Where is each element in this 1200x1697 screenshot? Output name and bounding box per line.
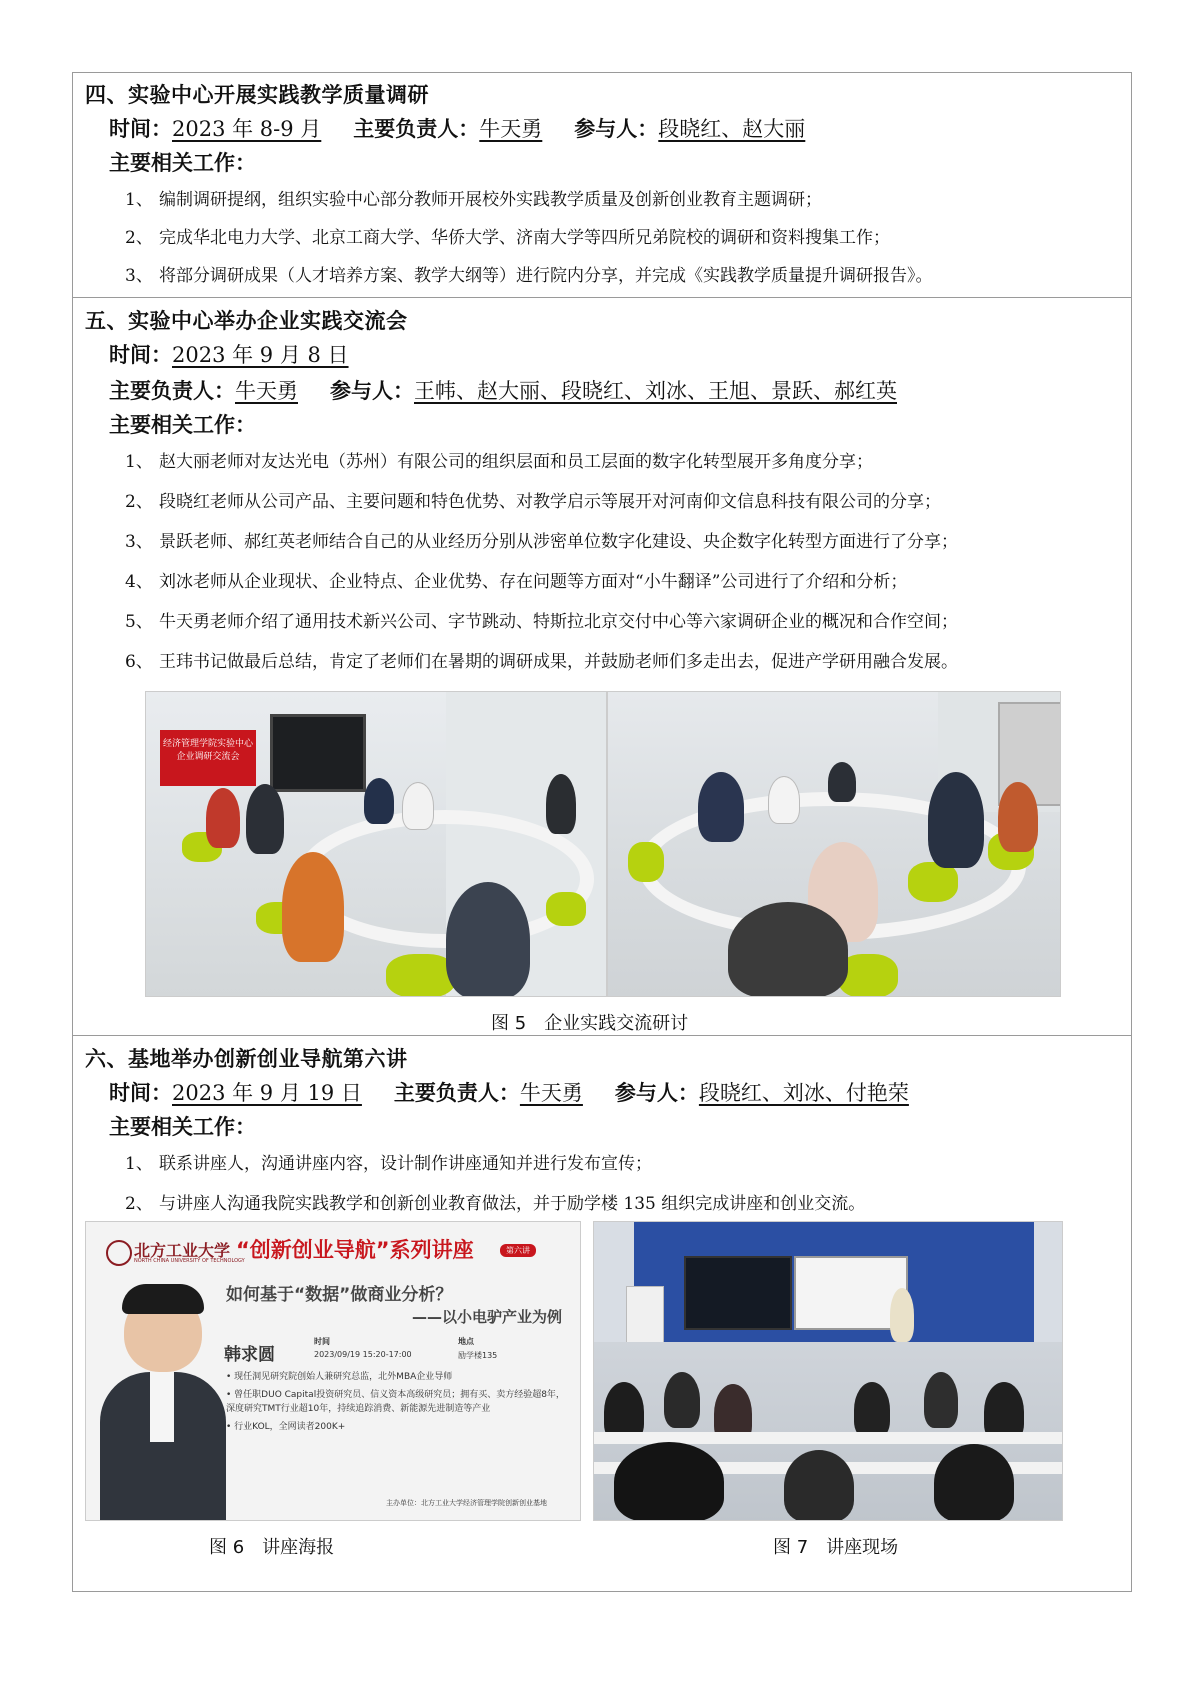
poster-place-value: 励学楼135 [458, 1351, 498, 1360]
participants-value: 段晓红、刘冰、付艳荣 [698, 1081, 909, 1105]
item-text: 赵大丽老师对友达光电（苏州）有限公司的组织层面和员工层面的数字化转型展开多角度分享； [159, 452, 873, 472]
poster-university-en: NORTH CHINA UNIVERSITY OF TECHNOLOGY [134, 1258, 245, 1264]
work-label: 主要相关工作： [109, 413, 256, 437]
item-number: 1、 [125, 190, 153, 210]
item-text: 牛天勇老师介绍了通用技术新兴公司、字节跳动、特斯拉北京交付中心等六家调研企业的概况和合作空间； [159, 612, 958, 632]
item-text: 刘冰老师从企业现状、企业特点、企业优势、存在问题等方面对“小牛翻译”公司进行了介绍和分析； [159, 572, 908, 592]
poster-bullet-text: 行业KOL，全网读者200K+ [234, 1422, 346, 1432]
poster-bullet: • 现任洞见研究院创始人兼研究总监，北外MBA企业导师 [226, 1372, 453, 1382]
poster-bullet: • 曾任职DUO Capital投资研究员、信义资本高级研究员；拥有买、卖方经验超8年，深度研究TMT行业超10年，持续追踪消费、新能源先进制造等产业 [226, 1390, 565, 1414]
item-text: 段晓红老师从公司产品、主要问题和特色优势、对教学启示等展开对河南仰文信息科技有限公司的分享； [159, 492, 941, 512]
figure5-caption: 图 5 企业实践交流研讨 [491, 1013, 689, 1034]
banner-line1: 经济管理学院实验中心 [162, 739, 253, 749]
poster-place-label: 地点 [458, 1337, 474, 1346]
work-label: 主要相关工作： [109, 151, 256, 175]
banner-line2: 企业调研交流会 [176, 752, 240, 762]
item-text: 王玮书记做最后总结，肯定了老师们在暑期的调研成果，并鼓励老师们多走出去，促进产学研用融合发展。 [159, 652, 958, 672]
meeting-banner [160, 730, 256, 786]
wall-screen [270, 714, 366, 792]
meeting-photo-right [607, 691, 1061, 997]
list-item [125, 1149, 1121, 1174]
poster-time-value: 2023/09/19 15:20-17:00 [314, 1350, 412, 1359]
time-value: 2023 年 8-9 月 [172, 117, 322, 141]
work-label: 主要相关工作： [109, 1115, 256, 1139]
item-text: 编制调研提纲，组织实验中心部分教师开展校外实践教学质量及创新创业教育主题调研； [159, 190, 822, 210]
section4-work-label [109, 147, 256, 177]
participants-label: 参与人： [574, 117, 659, 141]
document-frame [72, 72, 1132, 1592]
item-number: 3、 [125, 266, 153, 286]
section6-meta [109, 1077, 909, 1107]
section4-meta [109, 113, 805, 143]
list-item [125, 647, 1121, 672]
item-number: 3、 [125, 532, 153, 552]
section4-heading: 四、实验中心开展实践教学质量调研 [85, 83, 429, 107]
item-number: 1、 [125, 1154, 153, 1174]
poster-speaker: 韩求圆 [224, 1345, 275, 1365]
item-number: 4、 [125, 572, 153, 592]
section6-heading: 六、基地举办创新创业导航第六讲 [85, 1047, 408, 1071]
poster-subtopic: ——以小电驴产业为例 [412, 1308, 563, 1326]
time-value: 2023 年 9 月 19 日 [172, 1081, 362, 1105]
poster-bullet-text: 曾任职DUO Capital投资研究员、信义资本高级研究员；拥有买、卖方经验超8年，深度研究TMT行业超10年，持续追踪消费、新能源先进制造等产业 [226, 1390, 565, 1414]
lead-label: 主要负责人： [393, 1081, 520, 1105]
lead-value: 牛天勇 [479, 117, 543, 141]
item-text: 与讲座人沟通我院实践教学和创新创业教育做法，并于励学楼 135 组织完成讲座和创业交流。 [159, 1194, 866, 1214]
figure6-caption: 图 6 讲座海报 [209, 1537, 335, 1558]
lead-label: 主要负责人： [353, 117, 480, 141]
item-text: 完成华北电力大学、北京工商大学、华侨大学、济南大学等四所兄弟院校的调研和资料搜集工作； [159, 228, 890, 248]
poster-time-label: 时间 [314, 1337, 330, 1346]
poster-bullet: • 行业KOL，全网读者200K+ [226, 1422, 346, 1432]
poster-episode: 第六讲 [500, 1244, 536, 1257]
poster-bullets [226, 1370, 566, 1434]
list-item [125, 607, 1121, 632]
figure7-caption: 图 7 讲座现场 [773, 1537, 899, 1558]
participants-value: 王帏、赵大丽、段晓红、刘冰、王旭、景跃、郝红英 [414, 379, 897, 403]
item-number: 2、 [125, 492, 153, 512]
list-item [125, 527, 1121, 552]
poster-topic: 如何基于“数据”做商业分析？ [226, 1285, 453, 1305]
section-divider [73, 1035, 1131, 1036]
item-number: 6、 [125, 652, 153, 672]
participants-label: 参与人： [614, 1081, 699, 1105]
university-seal-icon [106, 1240, 132, 1266]
time-value: 2023 年 9 月 8 日 [172, 343, 349, 367]
list-item [125, 487, 1121, 512]
lead-value: 牛天勇 [235, 379, 298, 403]
item-text: 联系讲座人，沟通讲座内容，设计制作讲座通知并进行发布宣传； [159, 1154, 652, 1174]
section6-work-label [109, 1111, 256, 1141]
time-label: 时间： [109, 1081, 172, 1105]
list-item [125, 447, 1121, 472]
poster-organizer: 主办单位：北方工业大学经济管理学院创新创业基地 [386, 1499, 547, 1507]
list-item [125, 185, 1121, 210]
item-text: 将部分调研成果（人才培养方案、教学大纲等）进行院内分享，并完成《实践教学质量提升调研报告》。 [159, 266, 933, 286]
list-item [125, 567, 1121, 592]
section5-time [109, 339, 349, 369]
poster-series-title: “创新创业导航”系列讲座 [236, 1238, 474, 1262]
list-item [125, 1189, 1121, 1214]
time-label: 时间： [109, 117, 172, 141]
participants-value: 段晓红、赵大丽 [658, 117, 806, 141]
participants-label: 参与人： [330, 379, 414, 403]
item-number: 5、 [125, 612, 153, 632]
poster-university: 北方工业大学 [134, 1241, 231, 1260]
section5-work-label [109, 409, 256, 439]
projection-screen [684, 1256, 792, 1330]
item-number: 1、 [125, 452, 153, 472]
meeting-photo-left [145, 691, 607, 997]
section-divider [73, 297, 1131, 298]
item-number: 2、 [125, 1194, 153, 1214]
list-item [125, 223, 1121, 248]
section5-heading: 五、实验中心举办企业实践交流会 [85, 309, 408, 333]
item-text: 景跃老师、郝红英老师结合自己的从业经历分别从涉密单位数字化建设、央企数字化转型方面进行了分享； [159, 532, 958, 552]
lead-label: 主要负责人： [109, 379, 235, 403]
lead-value: 牛天勇 [519, 1081, 583, 1105]
lecture-poster [85, 1221, 581, 1521]
poster-bullet-text: 现任洞见研究院创始人兼研究总监，北外MBA企业导师 [234, 1372, 453, 1382]
lecture-photo [593, 1221, 1063, 1521]
time-label: 时间： [109, 343, 172, 367]
item-number: 2、 [125, 228, 153, 248]
list-item [125, 261, 1121, 286]
section5-people [109, 375, 897, 405]
